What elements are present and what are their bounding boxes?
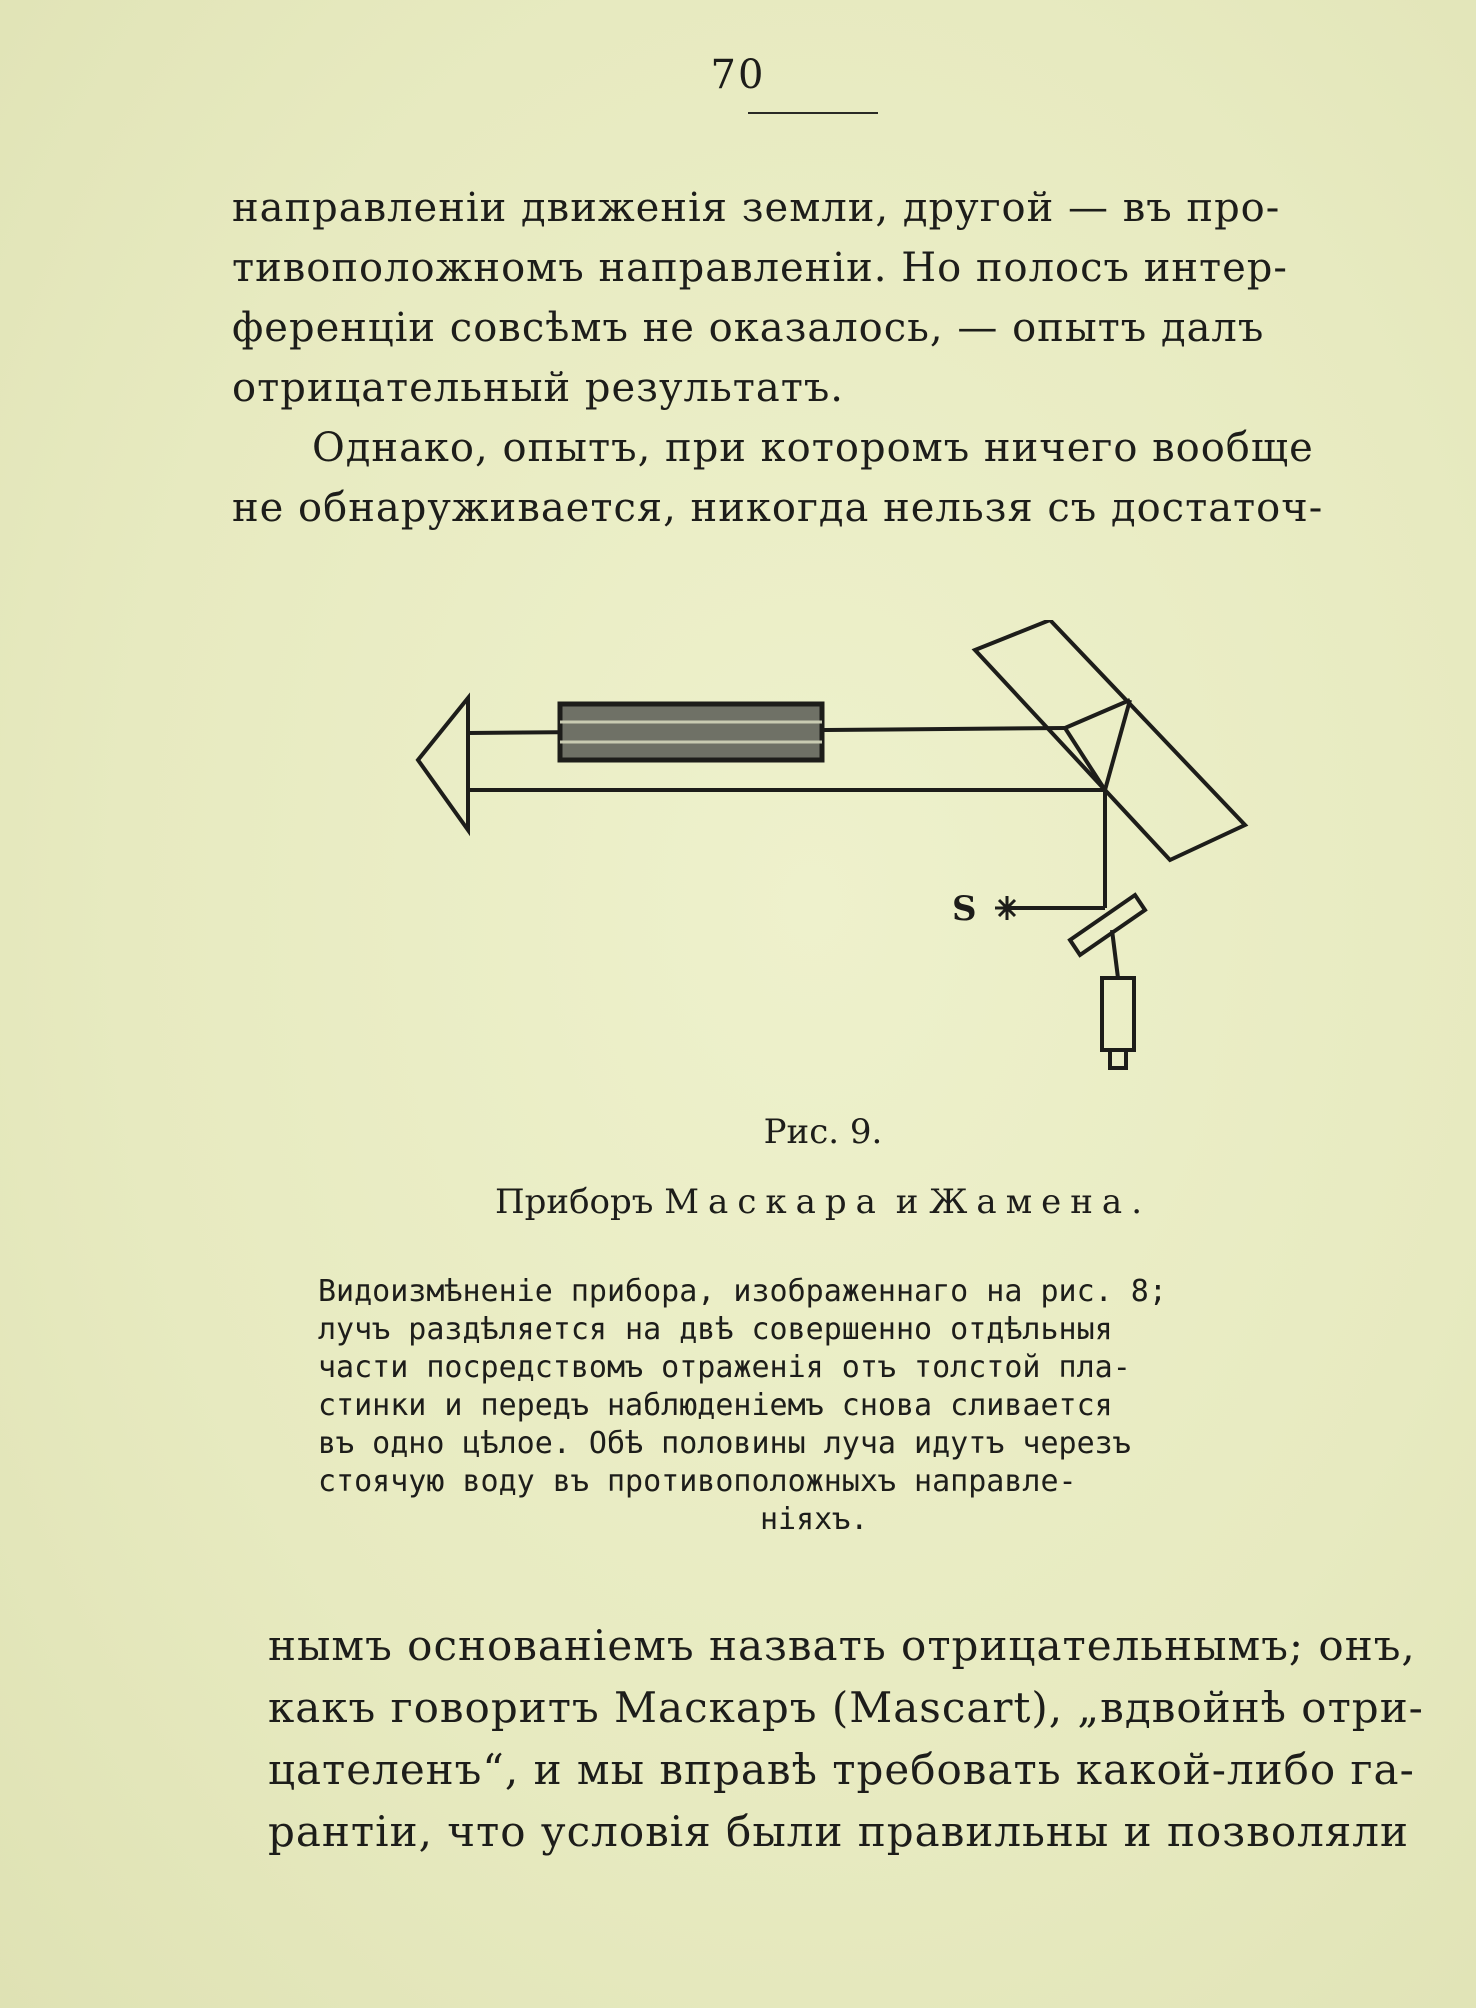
description-line: нiяхъ. [760, 1502, 869, 1537]
text-line: не обнаруживается, никогда нельзя съ достаточ- [232, 485, 1324, 531]
description-line: стинки и передъ наблюденiемъ снова сливается [318, 1388, 1113, 1423]
water-tube [560, 704, 822, 760]
figure-title-prefix: Приборъ [495, 1182, 654, 1222]
text-line: Однако, опытъ, при которомъ ничего вообще [312, 425, 1314, 471]
page-number-rule [748, 112, 878, 114]
text-line: направленiи движенiя земли, другой — въ про- [232, 185, 1281, 231]
thick-plate [975, 620, 1245, 860]
page-number: 70 [710, 52, 766, 98]
description-line: въ одно цѣлое. Обѣ половины луча идутъ черезъ [318, 1426, 1131, 1461]
apparatus-diagram [400, 620, 1260, 1080]
text-line: цателенъ“, и мы вправѣ требовать какой-либо га- [268, 1745, 1415, 1794]
description-line: лучъ раздѣляется на двѣ совершенно отдѣльныя [318, 1312, 1113, 1347]
figure-title-conj: и [895, 1182, 919, 1222]
text-line: отрицательный результатъ. [232, 365, 844, 411]
text-line: какъ говоритъ Маскаръ (Mascart), „вдвойнѣ отри- [268, 1683, 1424, 1732]
figure-number: Рис. 9. [763, 1112, 883, 1152]
source-star [995, 896, 1019, 920]
text-line: рантiи, что условiя были правильны и позволяли [268, 1807, 1409, 1856]
figure-title-name2: Жамена. [929, 1182, 1151, 1222]
text-line: ференцiи совсѣмъ не оказалось, — опытъ далъ [232, 305, 1265, 351]
source-label: S [952, 889, 977, 929]
text-line: тивоположномъ направленiи. Но полосъ интер- [232, 245, 1288, 291]
figure-title-name1: Маскара [664, 1182, 885, 1222]
figure-title [85, 1182, 1476, 1222]
description-line: части посредствомъ отраженiя отъ толстой пла- [318, 1350, 1131, 1385]
description-line: Видоизмѣненiе прибора, изображеннаго на рис. 8; [318, 1274, 1167, 1309]
description-line: стоячую воду въ противоположныхъ направле- [318, 1464, 1077, 1499]
prism-shape [418, 698, 468, 830]
splitter-plate [1070, 895, 1145, 955]
telescope [1102, 978, 1134, 1050]
text-line: нымъ основанiемъ назвать отрицательнымъ; онъ, [268, 1621, 1416, 1670]
